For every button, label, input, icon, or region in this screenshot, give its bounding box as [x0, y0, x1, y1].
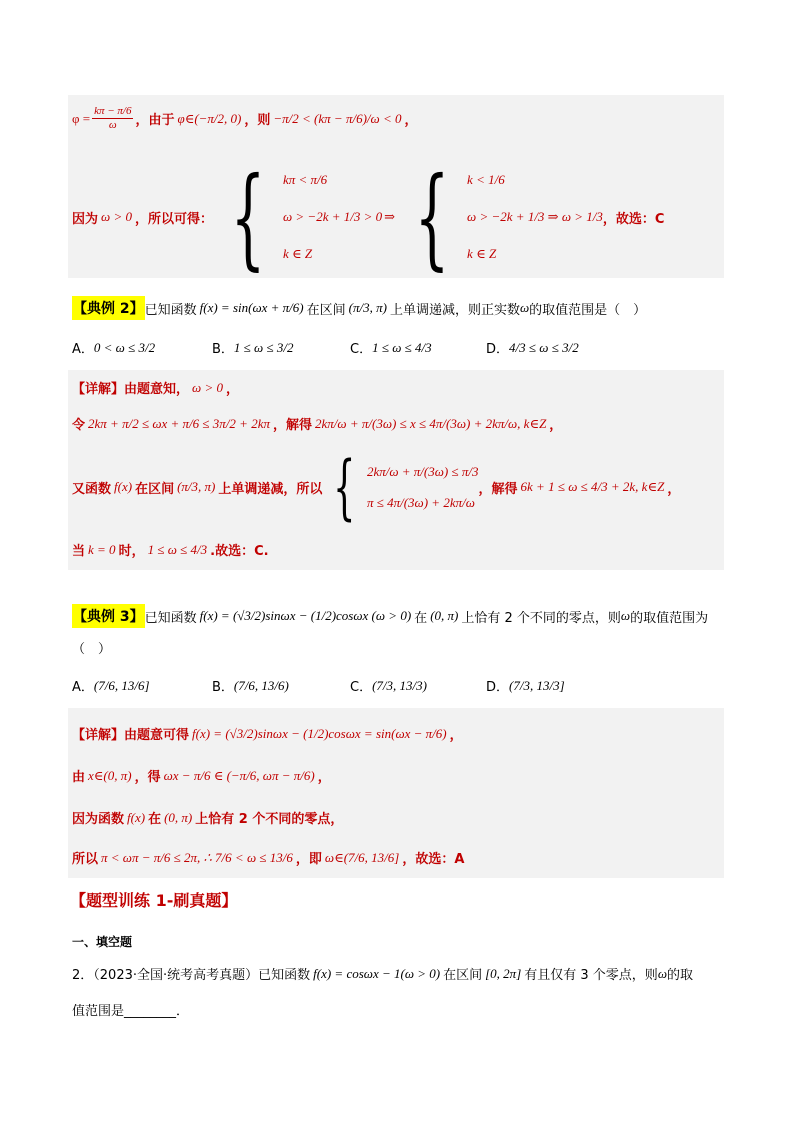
math: 2kπ/ω + π/(3ω) ≤ x ≤ 4π/(3ω) + 2kπ/ω, k∈Z — [315, 415, 547, 431]
option-label: B． — [212, 342, 234, 357]
text: ，故选：A — [402, 852, 465, 867]
option-label: D． — [486, 680, 510, 695]
case: kπ < π/6 — [282, 172, 328, 188]
training-subheading: 一、填空题 — [72, 935, 133, 949]
option-math: (7/6, 13/6] — [93, 677, 150, 693]
option-math: (7/3, 13/3) — [372, 677, 427, 693]
text: 已知函数 — [144, 610, 197, 626]
option-label: C． — [350, 680, 373, 695]
text: （ ） — [72, 642, 112, 657]
example3-option-b[interactable] — [212, 676, 289, 695]
case: π ≤ 4π/(3ω) + 2kπ/ω — [366, 494, 475, 510]
example2-sol-line-2 — [72, 414, 562, 433]
option-label: A． — [72, 680, 94, 695]
math: ω > 0 — [101, 209, 132, 224]
text: 由 — [72, 770, 86, 785]
math: 2kπ + π/2 ≤ ωx + π/6 ≤ 3π/2 + 2kπ — [88, 415, 270, 431]
math: f(x) = cosωx − 1(ω > 0) — [313, 965, 441, 981]
option-label: A． — [72, 342, 94, 357]
example3-sol-line-2 — [72, 766, 331, 785]
text: ，所以可得： — [134, 211, 213, 227]
cases-2 — [467, 162, 603, 272]
math: ω — [620, 608, 631, 623]
sec1-line-2 — [72, 153, 665, 281]
text: 上单调递减，所以 — [218, 481, 323, 497]
text: 上恰有 2 个不同的零点， — [195, 812, 344, 827]
text: 有且仅有 3 个零点，则 — [524, 968, 658, 983]
option-math: 1 ≤ ω ≤ 3/2 — [233, 339, 294, 355]
text: 在区间 — [306, 302, 346, 318]
example3-sol-line-3 — [72, 808, 343, 827]
left-brace: { — [333, 446, 356, 528]
math: ω∈(7/6, 13/6] — [324, 849, 400, 865]
example2-option-c[interactable] — [350, 338, 432, 357]
text: 在 — [414, 610, 428, 626]
example2-option-b[interactable] — [212, 338, 293, 357]
example2-option-d[interactable] — [486, 338, 579, 357]
text: 在 — [148, 812, 162, 827]
text: ， — [317, 770, 331, 785]
text: ， — [404, 113, 418, 128]
text: 【详解】由题意知， — [72, 382, 190, 397]
case: 2kπ/ω + π/(3ω) ≤ π/3 — [366, 463, 479, 479]
text: 上恰有 2 个不同的零点，则 — [461, 610, 621, 626]
case: k ∈ Z — [282, 245, 313, 261]
training-question-line-1 — [72, 964, 693, 983]
text: 2．（2023·全国·统考高考真题）已知函数 — [72, 968, 311, 983]
case: ω > −2k + 1/3 > 0 — [282, 208, 383, 224]
example3-sol-line-1 — [72, 724, 463, 743]
math: (π/3, π) — [348, 300, 387, 315]
option-math: 1 ≤ ω ≤ 4/3 — [372, 339, 432, 355]
phi-frac: $\frac{k\pi - \pi/6}{\omega}$ — [94, 105, 132, 131]
text: .故选：C. — [210, 544, 269, 559]
math: x∈(0, π) — [88, 767, 132, 783]
text: ，则 — [244, 113, 271, 128]
example3-tag: 【典例 3】 — [72, 604, 145, 628]
example3-question — [72, 604, 708, 628]
cases-1 — [283, 162, 382, 272]
training-heading: 【题型训练 1-刷真题】 — [70, 891, 238, 910]
math: f(x) = (√3/2)sinωx − (1/2)cosωx (ω > 0) — [199, 608, 412, 623]
text: 的取值范围是（ ） — [529, 302, 647, 318]
sec1-line-1 — [72, 105, 417, 132]
text: ， — [225, 382, 239, 397]
left-brace: { — [230, 153, 266, 281]
math: φ∈(−π/2, 0) — [177, 110, 242, 126]
text: 在区间 — [443, 968, 483, 983]
math: π < ωπ − π/6 ≤ 2π, ∴ 7/6 < ω ≤ 13/6 — [101, 849, 293, 865]
text: ， — [549, 418, 563, 433]
answer-blank[interactable]: 值范围是________． — [72, 1004, 190, 1019]
math: −π/2 < (kπ − π/6)/ω < 0 — [273, 110, 402, 126]
example3-option-a[interactable] — [72, 676, 150, 695]
math: (0, π) — [164, 809, 193, 825]
math: ω — [519, 300, 530, 315]
math: [0, 2π] — [485, 965, 522, 981]
option-math: 4/3 ≤ ω ≤ 3/2 — [509, 339, 579, 355]
case: k ∈ Z — [467, 245, 497, 261]
phi-eq: φ = — [72, 110, 91, 126]
text: ，故选：C — [602, 211, 665, 227]
option-math: (7/3, 13/3] — [509, 677, 565, 693]
case: ω > −2k + 1/3 ⇒ ω > 1/3 — [467, 208, 603, 224]
cases-3 — [367, 456, 479, 518]
text: 因为函数 — [72, 812, 125, 827]
text: 【详解】由题意可得 — [72, 728, 190, 743]
example2-sol-line-4 — [72, 540, 269, 559]
text: 所以 — [72, 852, 99, 867]
text: ，由于 — [135, 113, 175, 128]
text: 的取 — [667, 968, 694, 983]
text: 令 — [72, 418, 86, 433]
example3-question-cont — [72, 638, 111, 657]
math: f(x) — [127, 809, 146, 825]
example2-tag: 【典例 2】 — [72, 296, 145, 320]
math: f(x) = sin(ωx + π/6) — [199, 300, 304, 315]
example2-question — [72, 296, 646, 320]
example2-option-a[interactable] — [72, 338, 155, 357]
math: k = 0 — [88, 541, 116, 557]
left-brace: { — [414, 153, 450, 281]
math: f(x) — [114, 479, 133, 494]
example2-sol-line-1 — [72, 378, 239, 397]
text: ，即 — [295, 852, 322, 867]
text: 在区间 — [135, 481, 175, 497]
math: 6k + 1 ≤ ω ≤ 4/3 + 2k, k∈Z — [520, 479, 665, 494]
text: ， — [667, 481, 681, 497]
example3-option-c[interactable] — [350, 676, 427, 695]
text: ，解得 — [478, 481, 518, 497]
arrow: ⇒ — [384, 209, 396, 224]
math: ωx − π/6 ∈ (−π/6, ωπ − π/6) — [163, 767, 315, 783]
text: ，得 — [134, 770, 161, 785]
math: f(x) = (√3/2)sinωx − (1/2)cosωx = sin(ωx − π/6) — [192, 725, 447, 741]
option-math: 0 < ω ≤ 3/2 — [93, 339, 156, 355]
math: (π/3, π) — [177, 479, 216, 494]
text: 时， — [118, 544, 145, 559]
math: ω — [657, 965, 667, 981]
text: 又函数 — [72, 481, 112, 497]
text: 上单调递减，则正实数 — [389, 302, 520, 318]
example2-sol-line-3 — [72, 446, 681, 528]
text: 因为 — [72, 211, 99, 227]
math: (0, π) — [430, 608, 459, 623]
option-label: C． — [350, 342, 373, 357]
example3-sol-line-4 — [72, 848, 464, 867]
option-label: B． — [212, 680, 234, 695]
case: k < 1/6 — [467, 172, 505, 188]
text: ， — [449, 728, 463, 743]
math: ω > 0 — [192, 379, 223, 395]
training-question-line-2 — [72, 1000, 189, 1019]
option-math: (7/6, 13/6) — [233, 677, 289, 693]
math: 1 ≤ ω ≤ 4/3 — [147, 541, 208, 557]
text: ，解得 — [273, 418, 313, 433]
text: 的取值范围为 — [630, 610, 709, 626]
example3-option-d[interactable] — [486, 676, 565, 695]
text: 当 — [72, 544, 86, 559]
option-label: D． — [486, 342, 510, 357]
text: 已知函数 — [144, 302, 197, 318]
